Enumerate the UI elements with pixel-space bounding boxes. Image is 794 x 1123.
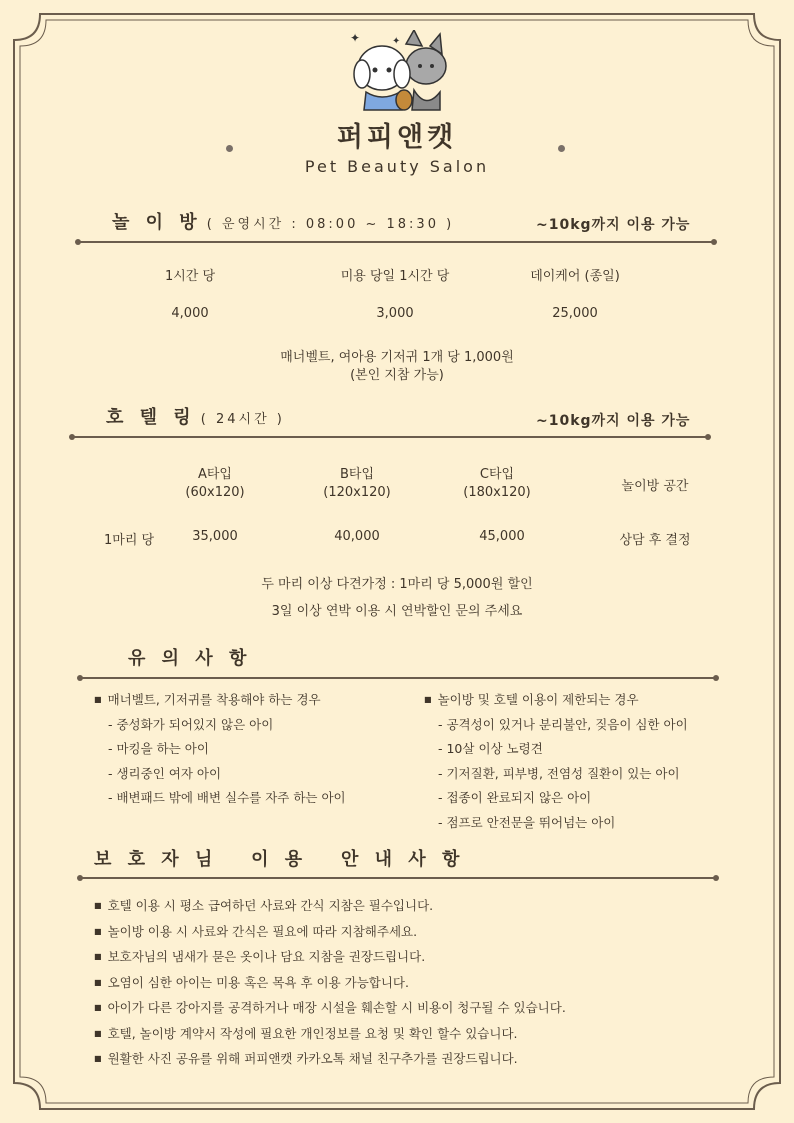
- divider: [78, 241, 714, 243]
- svg-text:✦: ✦: [350, 31, 361, 45]
- list-item: - 중성화가 되어있지 않은 아이: [108, 716, 274, 732]
- caution-left-head: ■ 매너벨트, 기저귀를 착용해야 하는 경우: [94, 688, 404, 713]
- divider: [80, 677, 716, 679]
- hotel-row-label: 1마리 당: [104, 533, 155, 548]
- playroom-col-daycare: 데이케어 (종일): [530, 269, 620, 284]
- divider: [72, 436, 708, 438]
- hotel-type-playroom: 놀이방 공간: [621, 479, 689, 494]
- list-item: - 공격성이 있거나 분리불안, 짖음이 심한 아이: [438, 716, 688, 732]
- list-item: - 마킹을 하는 아이: [108, 741, 209, 756]
- hotel-limit: ~10kg까지 이용 가능: [536, 413, 691, 429]
- hotel-price-c: 45,000: [479, 529, 525, 544]
- list-item: - 10살 이상 노령견: [438, 741, 543, 756]
- decor-dot: [226, 145, 233, 152]
- list-item: ■ 보호자님의 냄새가 묻은 옷이나 담요 지참을 권장드립니다.: [94, 944, 754, 970]
- hotel-hours: ( 24시간 ): [200, 412, 285, 427]
- caution-left-list: [94, 688, 404, 811]
- list-item: - 점프로 안전문을 뛰어넘는 아이: [438, 814, 616, 830]
- list-item: - 생리중인 여자 아이: [108, 765, 222, 781]
- brand-title: 퍼피앤캣: [336, 122, 458, 153]
- playroom-note-sub: (본인 지참 가능): [350, 368, 444, 383]
- playroom-hours: ( 운영시간 : 08:00 ~ 18:30 ): [206, 217, 455, 232]
- list-item: - 기저질환, 피부병, 전염성 질환이 있는 아이: [438, 765, 680, 781]
- hotel-price-playroom: 상담 후 결정: [619, 533, 691, 548]
- list-item: ■ 놀이방 이용 시 사료와 간식은 필요에 따라 지참해주세요.: [94, 919, 754, 945]
- hotel-type-a: A타입 (60x120): [185, 467, 245, 500]
- svg-text:✦: ✦: [392, 36, 401, 47]
- caution-title: 유 의 사 항: [128, 648, 252, 669]
- playroom-price-sameday: 3,000: [376, 306, 414, 321]
- list-item: ■ 오염이 심한 아이는 미용 혹은 목욕 후 이용 가능합니다.: [94, 970, 754, 996]
- playroom-price-hourly: 4,000: [171, 306, 209, 321]
- list-item: ■ 호텔, 놀이방 계약서 작성에 필요한 개인정보를 요청 및 확인 할수 있습니다.: [94, 1021, 754, 1047]
- hotel-title: 호 텔 링: [106, 407, 196, 428]
- hotel-type-b: B타입 (120x120): [323, 467, 391, 500]
- hotel-discount-multi: 두 마리 이상 다견가정 : 1마리 당 5,000원 할인: [261, 577, 533, 592]
- playroom-limit: ~10kg까지 이용 가능: [536, 217, 691, 233]
- hotel-price-b: 40,000: [334, 529, 380, 544]
- playroom-col-hourly: 1시간 당: [164, 269, 216, 284]
- decor-dot: [558, 145, 565, 152]
- brand-subtitle: Pet Beauty Salon: [304, 157, 490, 176]
- dog-cat-logo-icon: [344, 30, 450, 114]
- list-item: - 배변패드 밖에 배변 실수를 자주 하는 아이: [108, 790, 346, 805]
- playroom-header: [112, 208, 454, 234]
- playroom-title: 놀 이 방: [112, 212, 202, 233]
- caution-right-head: ■ 놀이방 및 호텔 이용이 제한되는 경우: [424, 688, 744, 713]
- playroom-price-daycare: 25,000: [552, 306, 598, 321]
- hotel-discount-stay: 3일 이상 연박 이용 시 연박할인 문의 주세요: [271, 604, 523, 619]
- list-item: ■ 아이가 다른 강아지를 공격하거나 매장 시설을 훼손할 시 비용이 청구될 수 있습니다.: [94, 995, 754, 1021]
- divider: [80, 877, 716, 879]
- guardian-title: 보 호 자 님 이 용 안 내 사 항: [94, 849, 465, 870]
- hotel-type-c: C타입 (180x120): [463, 467, 531, 500]
- list-item: - 접종이 완료되지 않은 아이: [438, 790, 592, 805]
- list-item: ■ 원활한 사진 공유를 위해 퍼피앤캣 카카오톡 채널 친구추가를 권장드립니다.: [94, 1046, 754, 1072]
- playroom-note: 매너벨트, 여아용 기저귀 1개 당 1,000원: [280, 350, 514, 365]
- hotel-price-a: 35,000: [192, 529, 238, 544]
- caution-right-list: [424, 688, 744, 835]
- list-item: ■ 호텔 이용 시 평소 급여하던 사료와 간식 지참은 필수입니다.: [94, 893, 754, 919]
- hotel-header: [106, 403, 285, 429]
- guardian-list: [94, 893, 754, 1072]
- playroom-col-sameday: 미용 당일 1시간 당: [340, 269, 450, 284]
